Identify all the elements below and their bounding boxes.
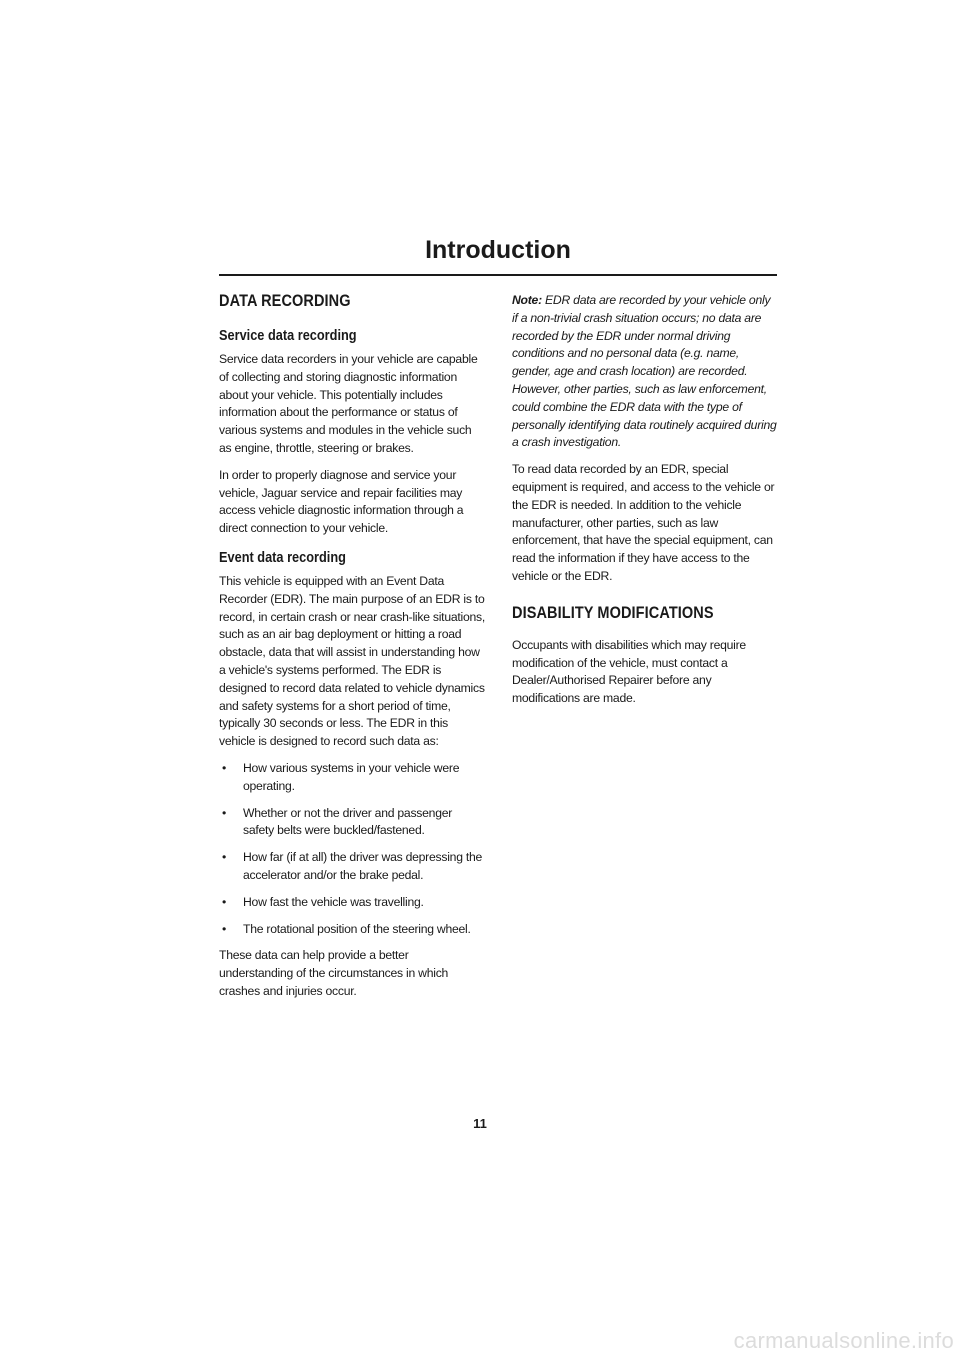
note-label: Note: bbox=[512, 293, 542, 307]
list-item-text: How various systems in your vehicle were operating. bbox=[243, 760, 460, 793]
page-title: Introduction bbox=[425, 236, 571, 264]
list-item-text: How far (if at all) the driver was depressing the accelerator and/or the brake pedal. bbox=[243, 850, 483, 882]
list-item bbox=[219, 849, 485, 885]
bullet-icon: • bbox=[222, 894, 227, 909]
list-item bbox=[219, 805, 485, 841]
watermark: carmanualsonline.info bbox=[733, 1328, 954, 1353]
bullet-icon: • bbox=[222, 805, 227, 820]
list-item bbox=[219, 760, 485, 796]
bullet-icon: • bbox=[222, 921, 227, 936]
left-column bbox=[219, 288, 485, 1010]
paragraph-read-edr-data: To read data recorded by an EDR, special equipment is required, and access to the vehicle or the EDR is needed. In addition to the vehicle manufacturer, other parties, such as law enforcement, that have the special equipment, can read the information if they have access to the vehicle or the EDR. bbox=[512, 462, 775, 583]
paragraph-service-data-1: Service data recorders in your vehicle are capable of collecting and storing diagnostic information about your vehicle. This potentially includes information about the performance or status of various systems and modules in the vehicle such as engine, throttle, steering or brakes. bbox=[219, 352, 478, 455]
section-heading-data-recording: DATA RECORDING bbox=[219, 292, 351, 310]
paragraph-event-data-intro: This vehicle is equipped with an Event Data Recorder (EDR). The main purpose of an EDR is to record, in certain crash or near crash-like situations, such as an air bag deployment or hitting a road obstacle, data that will assist in understanding how a vehicle's systems performed. The EDR is designed to record data related to vehicle dynamics and safety systems for a short period of time, typically 30 seconds or less. The EDR in this vehicle is designed to record such data as: bbox=[219, 573, 486, 749]
bullet-icon: • bbox=[222, 760, 227, 775]
note-paragraph bbox=[512, 292, 778, 452]
list-item bbox=[219, 921, 485, 939]
right-column bbox=[512, 288, 778, 717]
paragraph-service-data-2: In order to properly diagnose and service your vehicle, Jaguar service and repair facilities may access vehicle diagnostic information through a direct connection to your vehicle. bbox=[219, 467, 464, 536]
edr-data-list bbox=[219, 760, 485, 938]
list-item-text: How fast the vehicle was travelling. bbox=[243, 894, 424, 909]
subheading-event-data-recording: Event data recording bbox=[219, 549, 346, 566]
bullet-icon: • bbox=[222, 850, 227, 865]
page-header bbox=[219, 232, 777, 276]
list-item bbox=[219, 894, 485, 912]
page-number: 11 bbox=[473, 1116, 487, 1131]
note-text: EDR data are recorded by your vehicle only if a non-trivial crash situation occurs; no data are recorded by the EDR under normal driving conditions and no personal data (e.g. name, gender, age and crash location) are recorded. However, other parties, such as law enforcement, could combine the EDR data with the type of personally identifying data routinely acquired during a crash investigation. bbox=[512, 293, 777, 450]
paragraph-event-data-outro: These data can help provide a better understanding of the circumstances in which crashes and injuries occur. bbox=[219, 948, 449, 998]
section-heading-disability-modifications: DISABILITY MODIFICATIONS bbox=[512, 603, 714, 622]
list-item-text: The rotational position of the steering wheel. bbox=[243, 921, 471, 936]
paragraph-disability-modifications: Occupants with disabilities which may require modification of the vehicle, must contact a Dealer/Authorised Repairer before any modifications are made. bbox=[512, 637, 746, 706]
subheading-service-data-recording: Service data recording bbox=[219, 328, 357, 344]
list-item-text: Whether or not the driver and passenger safety belts were buckled/fastened. bbox=[243, 805, 453, 838]
